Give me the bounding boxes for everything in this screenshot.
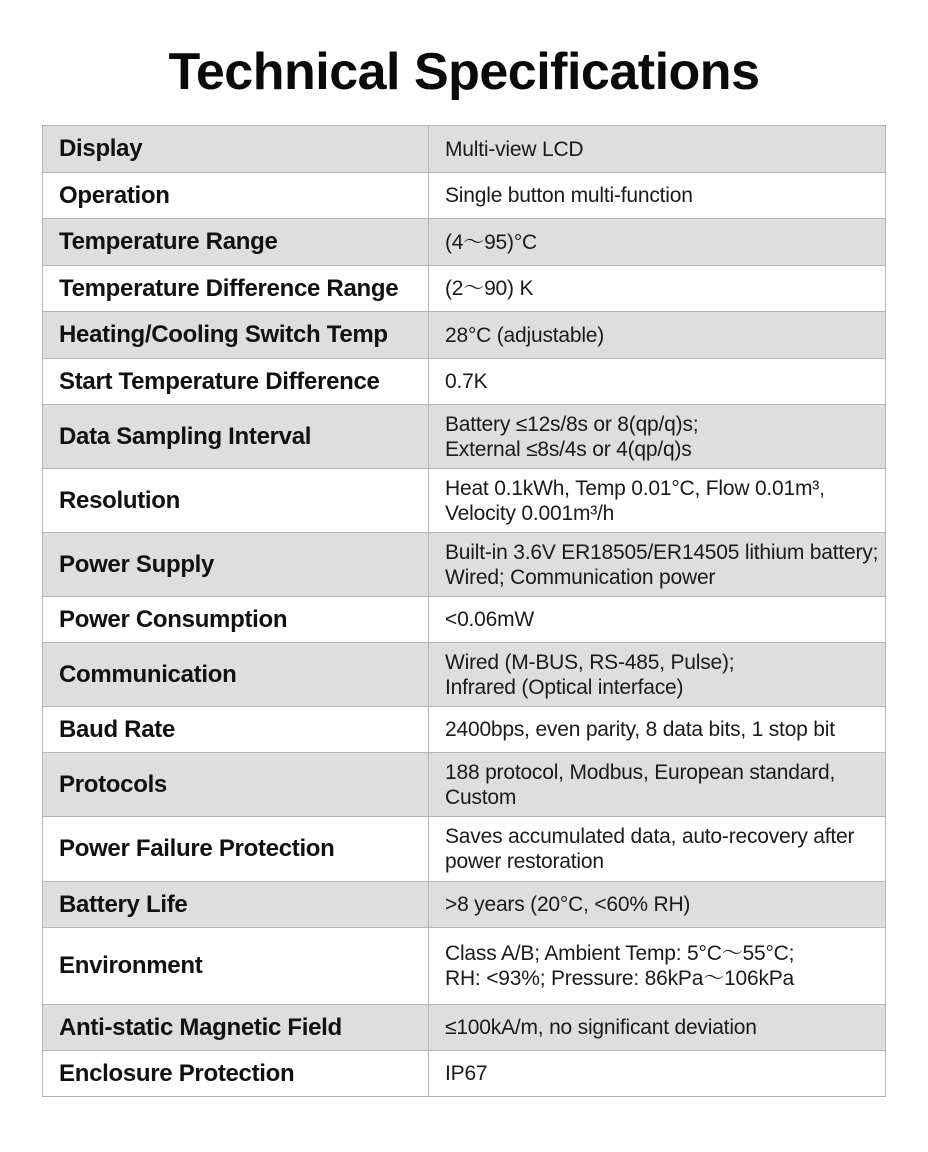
spec-row-power-failure-protection [43, 817, 886, 882]
spec-row-power-supply [43, 533, 886, 597]
spec-value: ≤100kA/m, no significant deviation [429, 1005, 886, 1051]
spec-value: 28°C (adjustable) [429, 312, 886, 359]
spec-value: Wired (M-BUS, RS-485, Pulse); Infrared (Optical interface) [429, 643, 886, 707]
spec-value: Built-in 3.6V ER18505/ER14505 lithium battery; Wired; Communication power [429, 533, 886, 597]
spec-row-temperature-range [43, 219, 886, 266]
spec-row-switch-temp [43, 312, 886, 359]
spec-row-battery-life [43, 882, 886, 928]
spec-table-body [43, 126, 886, 1097]
spec-value: (4～95)°C [429, 219, 886, 266]
spec-value: >8 years (20°C, <60% RH) [429, 882, 886, 928]
spec-row-communication [43, 643, 886, 707]
spec-label: Start Temperature Difference [43, 359, 429, 405]
spec-label: Temperature Difference Range [43, 266, 429, 312]
spec-label: Battery Life [43, 882, 429, 928]
spec-label: Resolution [43, 469, 429, 533]
spec-label: Communication [43, 643, 429, 707]
spec-label: Data Sampling Interval [43, 405, 429, 469]
spec-label: Anti-static Magnetic Field [43, 1005, 429, 1051]
spec-label: Power Consumption [43, 597, 429, 643]
spec-value: Saves accumulated data, auto-recovery after power restoration [429, 817, 886, 882]
spec-row-protocols [43, 753, 886, 817]
spec-row-magnetic-field [43, 1005, 886, 1051]
spec-value: 0.7K [429, 359, 886, 405]
spec-label: Heating/Cooling Switch Temp [43, 312, 429, 359]
spec-label: Protocols [43, 753, 429, 817]
spec-value: 188 protocol, Modbus, European standard, Custom [429, 753, 886, 817]
spec-row-environment [43, 928, 886, 1005]
spec-value: (2～90) K [429, 266, 886, 312]
spec-value: 2400bps, even parity, 8 data bits, 1 stop bit [429, 707, 886, 753]
spec-row-display [43, 126, 886, 173]
spec-value: Single button multi-function [429, 173, 886, 219]
spec-value: Class A/B; Ambient Temp: 5°C～55°C; RH: <93%; Pressure: 86kPa～106kPa [429, 928, 886, 1005]
spec-label: Display [43, 126, 429, 173]
spec-value: Multi-view LCD [429, 126, 886, 173]
spec-table [42, 125, 886, 1097]
spec-label: Power Failure Protection [43, 817, 429, 882]
spec-row-operation [43, 173, 886, 219]
spec-label: Power Supply [43, 533, 429, 597]
spec-row-start-temp-difference [43, 359, 886, 405]
spec-row-enclosure-protection [43, 1051, 886, 1097]
spec-value: <0.06mW [429, 597, 886, 643]
spec-row-temperature-difference-range [43, 266, 886, 312]
page-title: Technical Specifications [168, 43, 760, 101]
spec-value: IP67 [429, 1051, 886, 1097]
spec-row-resolution [43, 469, 886, 533]
spec-row-power-consumption [43, 597, 886, 643]
spec-row-sampling-interval [43, 405, 886, 469]
spec-value: Battery ≤12s/8s or 8(qp/q)s; External ≤8s/4s or 4(qp/q)s [429, 405, 886, 469]
spec-label: Baud Rate [43, 707, 429, 753]
spec-label: Enclosure Protection [43, 1051, 429, 1097]
spec-label: Operation [43, 173, 429, 219]
spec-value: Heat 0.1kWh, Temp 0.01°C, Flow 0.01m³, Velocity 0.001m³/h [429, 469, 886, 533]
spec-row-baud-rate [43, 707, 886, 753]
spec-label: Temperature Range [43, 219, 429, 266]
spec-label: Environment [43, 928, 429, 1005]
